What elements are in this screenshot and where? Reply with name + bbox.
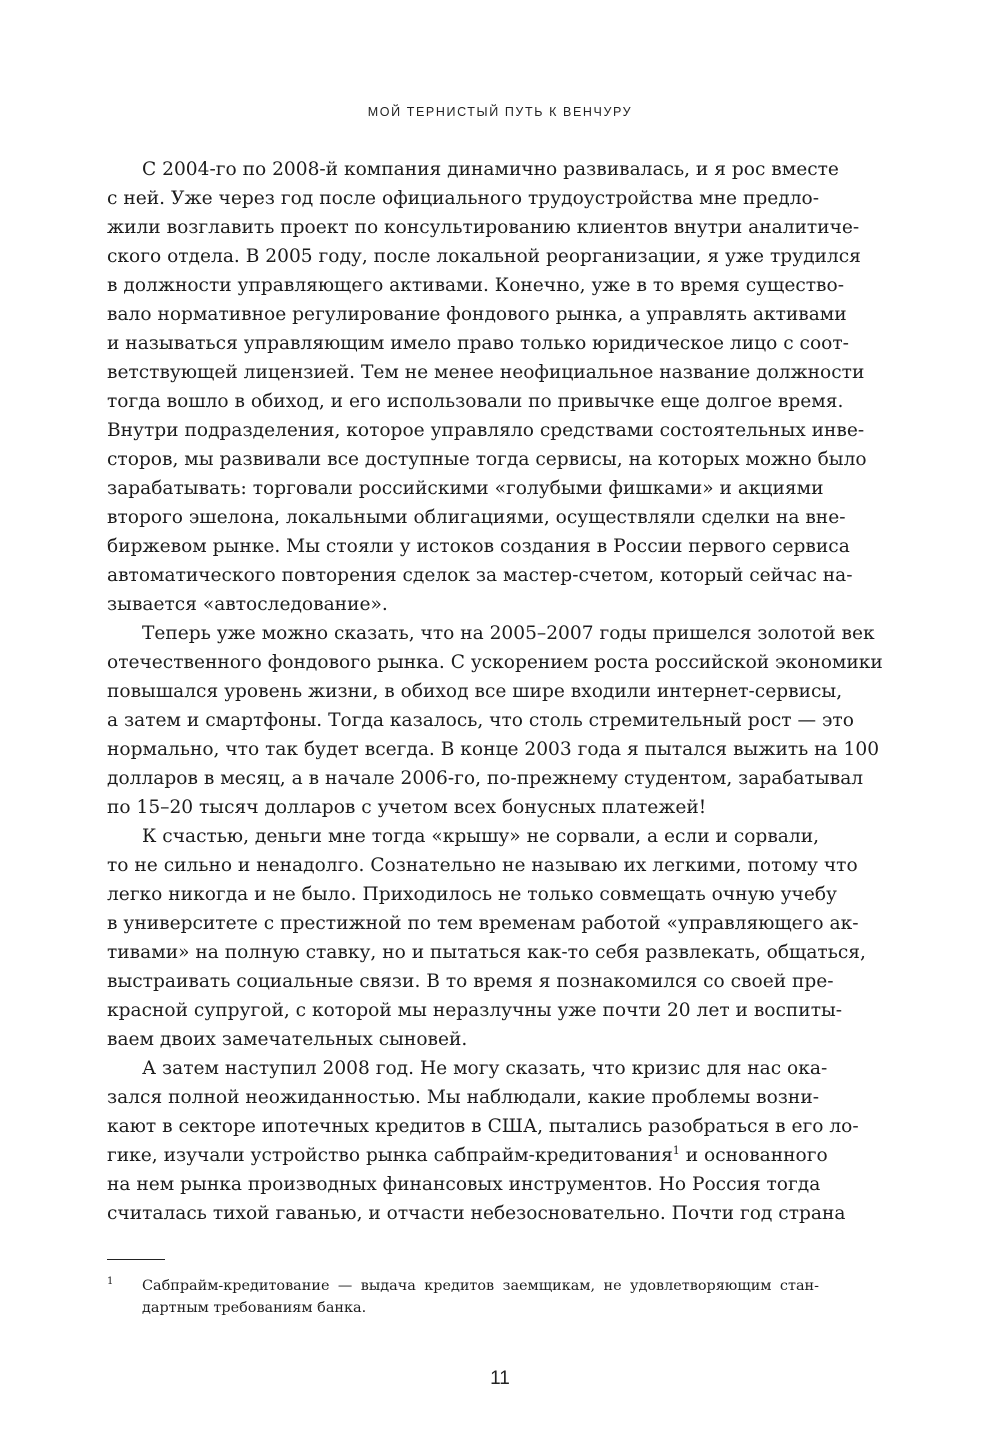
text-line: С 2004-го по 2008-й компания динамично развивалась, и я рос вместе bbox=[142, 159, 839, 180]
text-fragment: гике, изучали устройство рынка сабпрайм-кредитования bbox=[107, 1145, 673, 1166]
text-fragment: и основанного bbox=[679, 1145, 828, 1166]
paragraph bbox=[107, 1054, 859, 1228]
text-line: тивами» на полную ставку, но и пытаться как-то себя развлекать, общаться, bbox=[107, 942, 866, 963]
body-text bbox=[107, 155, 883, 1228]
running-title: МОЙ ТЕРНИСТЫЙ ПУТЬ К ВЕНЧУРУ bbox=[367, 105, 633, 119]
text-line: зался полной неожиданностью. Мы наблюдали, какие проблемы возни- bbox=[107, 1087, 819, 1108]
text-line: автоматического повторения сделок за мастер-счетом, который сейчас на- bbox=[107, 565, 853, 586]
footnote bbox=[107, 1275, 819, 1319]
text-line: нормально, что так будет всегда. В конце 2003 года я пытался выжить на 100 bbox=[107, 739, 880, 760]
text-line: в должности управляющего активами. Конечно, уже в то время существо- bbox=[107, 275, 844, 296]
text-line: сторов, мы развивали все доступные тогда сервисы, на которых можно было bbox=[107, 449, 867, 470]
text-line: ветствующей лицензией. Тем не менее неофициальное название должности bbox=[107, 362, 865, 383]
paragraph bbox=[107, 155, 867, 619]
footnote-divider bbox=[107, 1259, 165, 1260]
text-line: жили возглавить проект по консультированию клиентов внутри аналитиче- bbox=[107, 217, 860, 238]
footnote-reference[interactable]: 1 bbox=[672, 1143, 680, 1157]
text-line: долларов в месяц, а в начале 2006-го, по-прежнему студентом, зарабатывал bbox=[107, 768, 864, 789]
text-line: вало нормативное регулирование фондового рынка, а управлять активами bbox=[107, 304, 847, 325]
text-line: на нем рынка производных финансовых инструментов. Но Россия тогда bbox=[107, 1174, 821, 1195]
text-line: выстраивать социальные связи. В то время я познакомился со своей пре- bbox=[107, 971, 834, 992]
text-line: ского отдела. В 2005 году, после локальной реорганизации, я уже трудился bbox=[107, 246, 861, 267]
text-line-with-footnote-ref bbox=[107, 1141, 828, 1170]
text-line: биржевом рынке. Мы стояли у истоков создания в России первого сервиса bbox=[107, 536, 850, 557]
text-line: зарабатывать: торговали российскими «голубыми фишками» и акциями bbox=[107, 478, 824, 499]
text-line: в университете с престижной по тем временам работой «управляющего ак- bbox=[107, 913, 859, 934]
text-line: а затем и смартфоны. Тогда казалось, что столь стремительный рост — это bbox=[107, 710, 854, 731]
text-line: по 15–20 тысяч долларов с учетом всех бонусных платежей! bbox=[107, 797, 707, 818]
text-line: Внутри подразделения, которое управляло средствами состоятельных инве- bbox=[107, 420, 865, 441]
text-line: Теперь уже можно сказать, что на 2005–2007 годы пришелся золотой век bbox=[142, 623, 875, 644]
text-line: то не сильно и ненадолго. Сознательно не называю их легкими, потому что bbox=[107, 855, 858, 876]
footnote-line: Сабпрайм-кредитование — выдача кредитов заемщикам, не удовлетворяющим стан- bbox=[142, 1278, 819, 1294]
text-line: К счастью, деньги мне тогда «крышу» не сорвали, а если и сорвали, bbox=[142, 826, 819, 847]
text-line: и называться управляющим имело право только юридическое лицо с соот- bbox=[107, 333, 849, 354]
footnote-line: дартным требованиям банка. bbox=[142, 1300, 367, 1316]
text-line: отечественного фондового рынка. С ускорением роста российской экономики bbox=[107, 652, 883, 673]
text-line: красной супругой, с которой мы неразлучны уже почти 20 лет и воспиты- bbox=[107, 1000, 843, 1021]
footnote-number: 1 bbox=[107, 1276, 114, 1287]
text-line: А затем наступил 2008 год. Не могу сказать, что кризис для нас ока- bbox=[142, 1058, 828, 1079]
footnote-text bbox=[142, 1275, 819, 1319]
text-line: второго эшелона, локальными облигациями, осуществляли сделки на вне- bbox=[107, 507, 846, 528]
paragraph bbox=[107, 822, 866, 1054]
text-line: легко никогда и не было. Приходилось не только совмещать очную учебу bbox=[107, 884, 837, 905]
text-line: повышался уровень жизни, в обиход все шире входили интернет-сервисы, bbox=[107, 681, 843, 702]
text-line: с ней. Уже через год после официального трудоустройства мне предло- bbox=[107, 188, 819, 209]
text-line: тогда вошло в обиход, и его использовали по привычке еще долгое время. bbox=[107, 391, 844, 412]
page-number: 11 bbox=[490, 1368, 510, 1389]
text-line: считалась тихой гаванью, и отчасти небезосновательно. Почти год страна bbox=[107, 1203, 846, 1224]
text-line: ваем двоих замечательных сыновей. bbox=[107, 1029, 468, 1050]
text-line: зывается «автоследование». bbox=[107, 594, 388, 615]
paragraph bbox=[107, 619, 883, 822]
text-line: кают в секторе ипотечных кредитов в США, пытались разобраться в его ло- bbox=[107, 1116, 859, 1137]
